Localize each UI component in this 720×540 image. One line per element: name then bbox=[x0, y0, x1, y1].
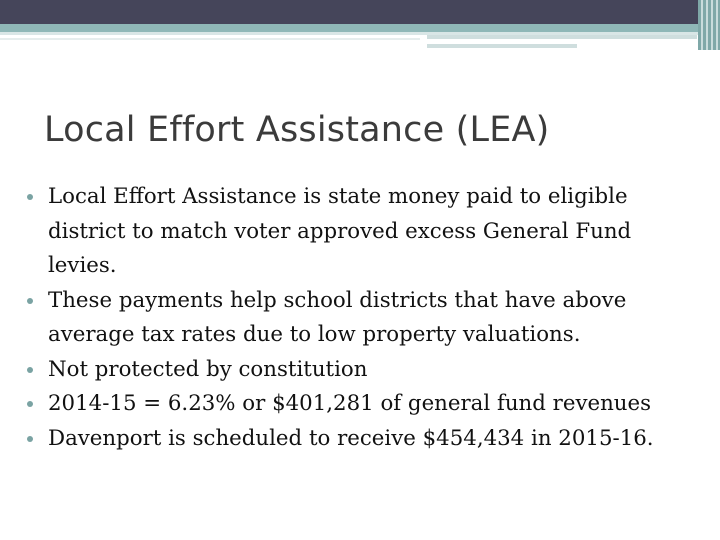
bullet-text: 2014-15 = 6.23% or $401,281 of general fund revenues bbox=[48, 391, 652, 416]
bullet-list bbox=[27, 180, 697, 456]
header-band-dark bbox=[0, 0, 720, 24]
slide-title: Local Effort Assistance (LEA) bbox=[44, 110, 550, 150]
bullet-text: Local Effort Assistance is state money paid to eligible district to match voter approved excess General Fund levies. bbox=[48, 184, 632, 278]
bullet-dot-icon bbox=[27, 194, 33, 200]
header-accent-line-1 bbox=[427, 35, 697, 39]
header-band-teal bbox=[0, 24, 720, 32]
bullet-dot-icon bbox=[27, 367, 33, 373]
header-accent-line-2 bbox=[427, 44, 577, 48]
bullet-dot-icon bbox=[27, 401, 33, 407]
header-accent-line-left bbox=[0, 38, 420, 40]
bullet-text: These payments help school districts that have above average tax rates due to low property valuations. bbox=[48, 287, 627, 347]
bullet-item bbox=[27, 353, 697, 388]
bullet-text: Davenport is scheduled to receive $454,434 in 2015-16. bbox=[48, 425, 654, 451]
bullet-item bbox=[27, 387, 697, 422]
header-accent-stripes bbox=[698, 0, 720, 50]
bullet-text: Not protected by constitution bbox=[48, 356, 368, 382]
bullet-dot-icon bbox=[27, 436, 33, 442]
bullet-item bbox=[27, 422, 697, 457]
bullet-dot-icon bbox=[27, 298, 33, 304]
bullet-item bbox=[27, 284, 697, 353]
bullet-item bbox=[27, 180, 697, 284]
